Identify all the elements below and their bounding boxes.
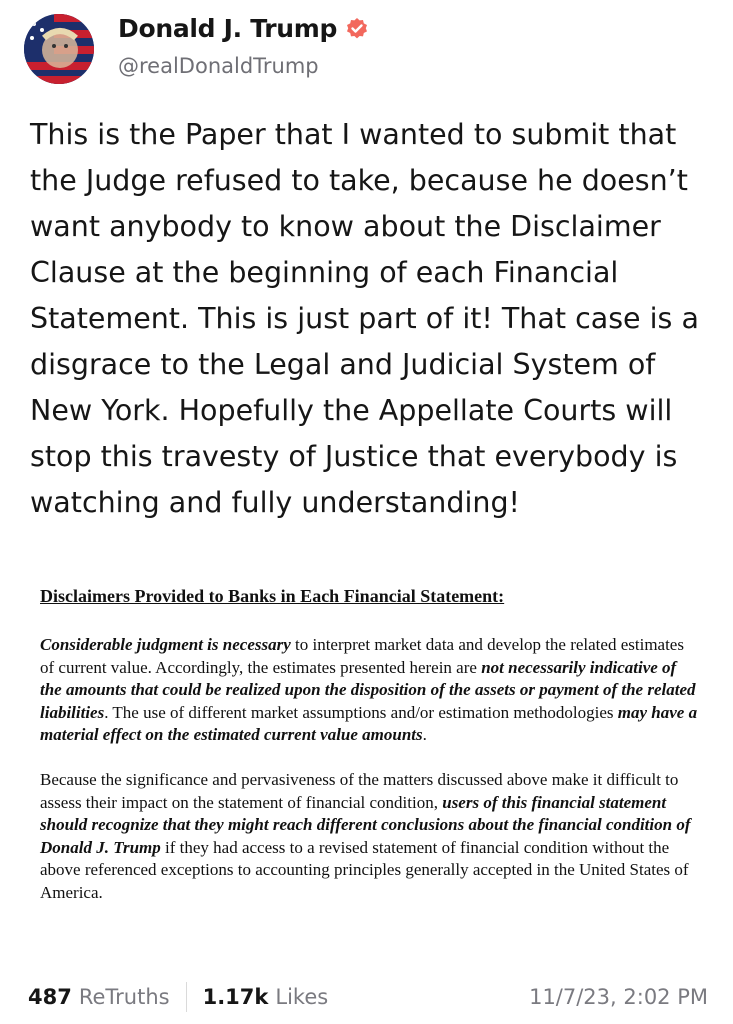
stats-divider (186, 982, 187, 1012)
author-name-row (118, 14, 369, 43)
post-timestamp[interactable]: 11/7/23, 2:02 PM (529, 985, 708, 1009)
likes-stat[interactable] (203, 985, 329, 1009)
retruths-count: 487 (28, 985, 72, 1009)
plain-text-segment: Because the significance and pervasiveness of the matters discussed above make it difficult to assess their impact on the statement of financial condition, (40, 769, 679, 812)
post-header (24, 10, 704, 82)
post-text: This is the Paper that I wanted to submit that the Judge refused to take, because he doesn’t want anybody to know about the Disclaimer Clause at the beginning of each Financial Statement. This is just part of it! That case is a disgrace to the Legal and Judicial System of New York. Hopefully the Appellate Courts will stop this travesty of Justice that everybody is watching and fully understanding! (30, 118, 699, 519)
document-paragraph-2 (40, 769, 700, 905)
document-title: Disclaimers Provided to Banks in Each Financial Statement: (40, 586, 505, 606)
verified-badge-icon (345, 17, 369, 41)
plain-text-segment: if they had access to a revised statement of financial condition without the above referenced exceptions to accounting principles generally accepted in the United States of America. (40, 837, 689, 902)
document-paragraph-1 (40, 634, 700, 747)
retruths-label: ReTruths (78, 985, 170, 1009)
emphasized-text-segment: not necessarily indicative of the amounts that could be realized upon the disposition of the assets or payment of the related liabilities (40, 657, 696, 722)
emphasized-text-segment: may have a material effect on the estimated current value amounts (40, 702, 698, 745)
emphasized-text-segment: Considerable judgment is necessary (40, 635, 291, 654)
plain-text-segment: . (422, 725, 427, 745)
likes-label: Likes (275, 985, 329, 1009)
retruths-stat[interactable] (28, 985, 170, 1009)
author-name[interactable]: Donald J. Trump (118, 14, 338, 43)
attached-document-image[interactable] (40, 586, 700, 927)
likes-count: 1.17k (202, 985, 269, 1009)
avatar[interactable] (24, 14, 94, 84)
plain-text-segment: . The use of different market assumptions and/or estimation methodologies (104, 702, 618, 722)
avatar-image (24, 14, 94, 84)
plain-text-segment: to interpret market data and develop the related estimates of current value. Accordingly, the estimates presented herein are (40, 635, 684, 677)
post-footer (28, 980, 708, 1014)
emphasized-text-segment: users of this financial statement should recognize that they might reach different conclusions about the financial condition of Donald J. Trump (40, 792, 691, 857)
author-handle[interactable]: @realDonaldTrump (118, 54, 319, 78)
